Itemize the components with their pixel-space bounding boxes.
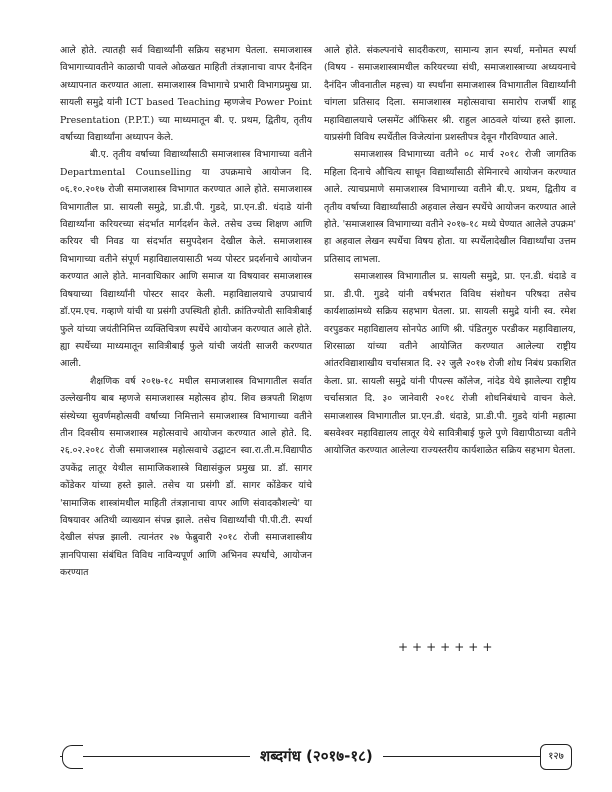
page-footer — [60, 740, 600, 774]
right-column — [324, 42, 576, 460]
scroll-ornament — [62, 745, 83, 769]
left-paragraph-1: आले होते. त्यातही सर्व विद्यार्थ्यांनी सक्रिय सहभाग घेतला. समाजशास्त्र विभागाच्यावतीने काळाची पावले ओळखत माहिती तंत्रज्ञानाचा वापर दैनंदिन अध्यापनात करण्यात आला. समाजशास्त्र विभागाचे प्रभारी विभागप्रमुख प्रा. सायली समुद्रे यांनी ICT based Teaching म्हणजेच Power Point Presentation (P.P.T.) च्या माध्यमातून बी. ए. प्रथम, द्वितीय, तृतीय वर्षाच्या विद्यार्थ्यांना अध्यापन केले. — [60, 45, 312, 144]
right-paragraph-1: आले होते. संकल्पनांचे सादरीकरण, सामान्य ज्ञान स्पर्धा, मनोमत स्पर्धा (विषय - समाजशास्त्रामधील करियरच्या संधी, समाजशास्त्राच्या अध्ययनाचे दैनंदिन जीवनातील महत्त्व) या स्पर्धांना समाजशास्त्र विभागातील विद्यार्थ्यांनी चांगला प्रतिसाद दिला. समाजशास्त्र महोत्सवाचा समारोप राजर्षी शाहू महाविद्यालयाचे प्लसमेंट ऑफिसर श्री. राहुल आठवले यांच्या हस्ते झाला. याप्रसंगी विविध स्पर्धेतील विजेत्यांना प्रशस्तीपत्र देवून गौरविण्यात आले. — [324, 45, 576, 144]
page-number: १२७ — [540, 744, 572, 770]
footer-title: शब्दगंध (२०१७-१८) — [250, 742, 383, 770]
left-paragraph-2: बी.ए. तृतीय वर्षाच्या विद्यार्थ्यांसाठी समाजशास्त्र विभागाच्या वतीने Departmental Counselling या उपक्रमाचे आयोजन दि. ०६.१०.२०१७ रोजी समाजशास्त्र विभागात करण्यात आले होते. समाजशास्त्र विभागातील प्रा. सायली समुद्रे, प्रा.डी.पी. गुडदे, प्रा.एन.डी. धंदाडे यांनी विद्यार्थ्यांना करियरच्या संदर्भात मार्गदर्शन केले. तसेच उच्च शिक्षण आणि करियर ची निवड या संदर्भात समुपदेशन देखील केले. समाजशास्त्र विभागाच्या वतीने संपूर्ण महाविद्यालयासाठी भव्य पोस्टर प्रदर्शनाचे आयोजन करण्यात आले होते. मानवाधिकार आणि समाज या विषयावर समाजशास्त्र विषयाच्या विद्यार्थ्यांनी पोस्टर सादर केली. महाविद्यालयाचे उपप्राचार्य डॉ.एम.एच. गव्हाणे यांची या प्रसंगी उपस्थिती होती. क्रांतिज्योती सावित्रीबाई फुले यांच्या जयंतीनिमित्त व्यक्तिचित्रण स्पर्धेचे आयोजन करण्यात आले होते. ह्या स्पर्धेच्या माध्यमातून सावित्रीबाई फुले यांची जयंती साजरी करण्यात आली. — [60, 149, 312, 370]
right-paragraph-2: समाजशास्त्र विभागाच्या वतीने ०८ मार्च २०१८ रोजी जागतिक महिला दिनाचे औचित्य साधून विद्यार्थ्यांसाठी सेमिनारचे आयोजन करण्यात आले. त्याचप्रमाणे समाजशास्त्र विभागाच्या वतीने बी.ए. प्रथम, द्वितीय व तृतीय वर्षाच्या विद्यार्थ्यांसाठी अहवाल लेखन स्पर्धेचे आयोजन करण्यात आले होते. 'समाजशास्त्र विभागाच्या वतीने २०१७-१८ मध्ये घेण्यात आलेले उपक्रम' हा अहवाल लेखन स्पर्धेचा विषय होता. या स्पर्धेलादेखील विद्यार्थ्यांचा उत्तम प्रतिसाद लाभला. — [324, 149, 576, 265]
left-paragraph-3: शैक्षणिक वर्ष २०१७-१८ मधील समाजशास्त्र विभागातील सर्वात उल्लेखनीय बाब म्हणजे समाजशास्त्र महोत्सव होय. शिव छत्रपती शिक्षण संस्थेच्या सुवर्णमहोत्सवी वर्षाच्या निमित्ताने समाजशास्त्र विभागाच्या वतीने तीन दिवसीय समाजशास्त्र महोत्सवाचे आयोजन करण्यात आले होते. दि. २६.०२.२०१८ रोजी समाजशास्त्र महोत्सवाचे उद्घाटन स्वा.रा.ती.म.विद्यापीठ उपकेंद्र लातूर येथील सामाजिकशास्त्रे विद्यासंकुल प्रमुख प्रा. डॉ. सागर कोंडेकर यांच्या हस्ते झाले. तसेच या प्रसंगी डॉ. सागर कोंडेकर यांचे 'सामाजिक शास्त्रांमधील माहिती तंत्रज्ञानाचा वापर आणि संवादकौशल्ये' या विषयावर अतिथी व्याख्यान संपन्न झाले. तसेच विद्यार्थ्यांची पी.पी.टी. स्पर्धा देखील संपन्न झाली. त्यानंतर २७ फेब्रुवारी २०१८ रोजी समाजशास्त्रीय ज्ञानपिपासा संबंधित विविध नाविन्यपूर्ण आणि अभिनव स्पर्धांचे, आयोजन करण्यात — [60, 375, 312, 579]
left-column — [60, 42, 312, 582]
right-paragraph-3: समाजशास्त्र विभागातील प्र. सायली समुद्रे, प्रा. एन.डी. धंदाडे व प्रा. डी.पी. गुडदे यांनी वर्षभरात विविध संशोधन परिषदा तसेच कार्यशाळांमध्ये सक्रिय सहभाग घेतला. प्रा. सायली समुद्रे यांनी स्व. रमेश वरपुडकर महाविद्यालय सोनपेठ आणि श्री. पंडितगुरु परडीकर महाविद्यालय, शिरसाळा यांच्या वतीने आयोजित करण्यात आलेल्या राष्ट्रीय आंतरविद्याशाखीय चर्चासत्रात दि. २२ जुलै २०१७ रोजी शोध निबंध प्रकाशित केला. प्रा. सायली समुद्रे यांनी पीपल्स कॉलेज, नांदेड येथे झालेल्या राष्ट्रीय चर्चासत्रात दि. ३० जानेवारी २०१८ रोजी शोधनिबंधाचे वाचन केले. समाजशास्त्र विभागातील प्रा.एन.डी. धंदाडे, प्रा.डी.पी. गुडदे यांनी महात्मा बसवेश्वर महाविद्यालय लातूर येथे सावित्रीबाई फुले पुणे विद्यापीठाच्या वतीने आयोजित करण्यात आलेल्या राज्यस्तरीय कार्यशाळेत सक्रिय सहभाग घेतला. — [324, 271, 576, 457]
section-separator: +++++++ — [398, 640, 497, 654]
